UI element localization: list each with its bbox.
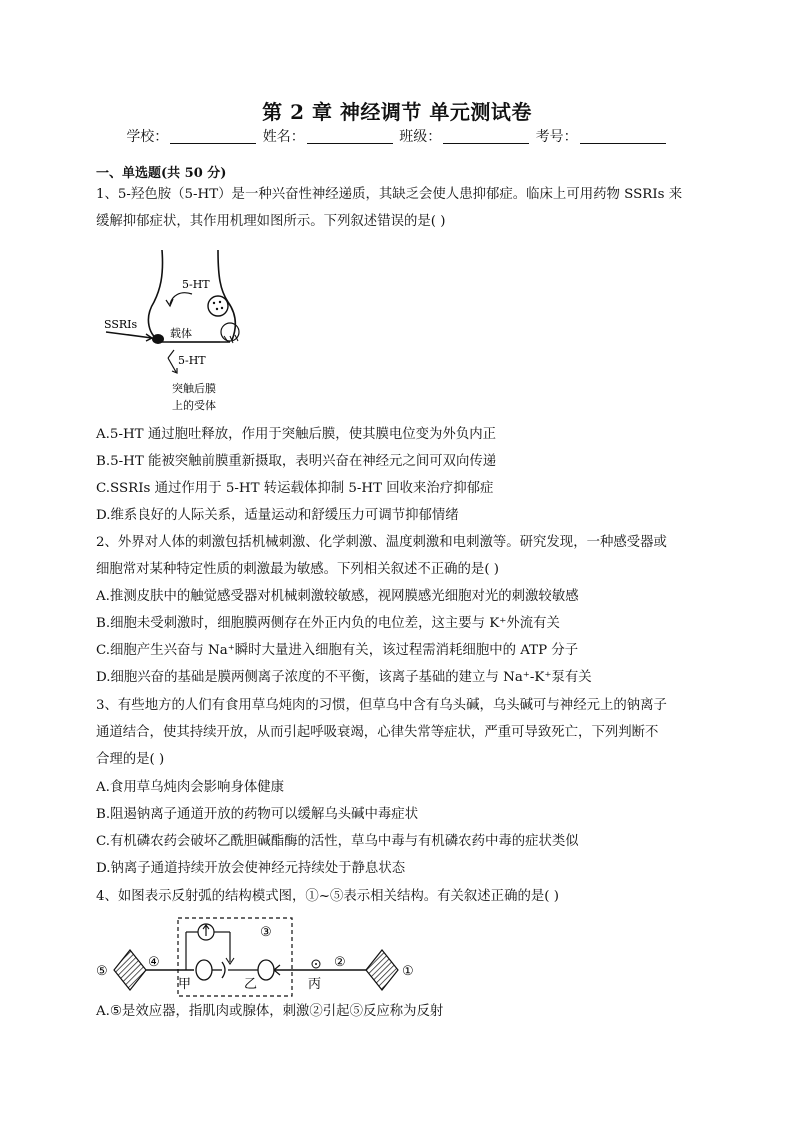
school-label: 学校： <box>126 129 169 145</box>
q3-option-d: D.钠离子通道持续开放会使神经元持续处于静息状态 <box>96 861 406 876</box>
label-carrier: 载体 <box>170 327 192 340</box>
q2-option-b: B.细胞未受刺激时，细胞膜两侧存在外正内负的电位差，这主要与 K⁺外流有关 <box>96 616 560 631</box>
q3-stem-line-3: 合理的是( ) <box>96 752 165 767</box>
label-n5: ⑤ <box>96 964 108 979</box>
label-bing: 丙 <box>308 977 322 992</box>
label-receptor-line2: 上的受体 <box>172 399 216 412</box>
reflex-arc-diagram <box>94 914 424 998</box>
label-5ht-bottom: 5-HT <box>178 354 206 367</box>
label-n4: ④ <box>148 955 160 970</box>
label-ssris: SSRIs <box>104 318 138 331</box>
q1-stem-line-2: 缓解抑郁症状，其作用机理如图所示。下列叙述错误的是( ) <box>96 214 446 229</box>
label-n2: ② <box>334 955 346 970</box>
school-field[interactable] <box>170 129 256 144</box>
label-yi: 乙 <box>244 977 258 992</box>
class-label: 班级： <box>399 129 442 145</box>
q1-option-b: B.5-HT 能被突触前膜重新摄取，表明兴奋在神经元之间可双向传递 <box>96 454 497 469</box>
page-title: 第 2 章 神经调节 单元测试卷 <box>262 100 532 124</box>
label-5ht-top: 5-HT <box>182 278 210 291</box>
q3-stem-line-2: 通道结合，使其持续开放，从而引起呼吸衰竭，心律失常等症状，严重可导致死亡，下列判断不 <box>96 725 659 740</box>
exam-no-field[interactable] <box>580 129 666 144</box>
label-n1: ① <box>402 964 414 979</box>
synapse-diagram <box>100 246 260 418</box>
q3-option-a: A.食用草乌炖肉会影响身体健康 <box>96 780 285 795</box>
q2-stem-line-1: 2、外界对人体的刺激包括机械刺激、化学刺激、温度刺激和电刺激等。研究发现，一种感受器或 <box>96 535 667 550</box>
label-receptor-line1: 突触后膜 <box>172 382 216 395</box>
q1-option-c: C.SSRIs 通过作用于 5-HT 转运载体抑制 5-HT 回收来治疗抑郁症 <box>96 481 494 496</box>
exam-no-label: 考号： <box>535 129 578 145</box>
q2-option-a: A.推测皮肤中的触觉感受器对机械刺激较敏感，视网膜感光细胞对光的刺激较敏感 <box>96 589 579 604</box>
label-jia: 甲 <box>178 977 192 992</box>
q1-option-a: A.5-HT 通过胞吐释放，作用于突触后膜，使其膜电位变为外负内正 <box>96 427 496 442</box>
section-title: 一、单选题(共 50 分) <box>96 166 227 181</box>
class-field[interactable] <box>443 129 529 144</box>
q3-option-b: B.阻遏钠离子通道开放的药物可以缓解乌头碱中毒症状 <box>96 807 419 822</box>
q2-option-c: C.细胞产生兴奋与 Na⁺瞬时大量进入细胞有关，该过程需消耗细胞中的 ATP 分子 <box>96 643 579 658</box>
q1-option-d: D.维系良好的人际关系，适量运动和舒缓压力可调节抑郁情绪 <box>96 508 459 523</box>
name-label: 姓名： <box>262 129 305 145</box>
label-n3: ③ <box>260 925 272 940</box>
name-field[interactable] <box>307 129 393 144</box>
q3-stem-line-1: 3、有些地方的人们有食用草乌炖肉的习惯，但草乌中含有乌头碱，乌头碱可与神经元上的钠离子 <box>96 698 667 713</box>
q1-stem-line-1: 1、5-羟色胺（5-HT）是一种兴奋性神经递质，其缺乏会使人患抑郁症。临床上可用药物 SSRIs 来 <box>96 187 683 202</box>
q4-option-a: A.⑤是效应器，指肌肉或腺体，刺激②引起⑤反应称为反射 <box>96 1004 444 1019</box>
q2-option-d: D.细胞兴奋的基础是膜两侧离子浓度的不平衡，该离子基础的建立与 Na⁺-K⁺泵有关 <box>96 670 592 685</box>
q4-stem-line-1: 4、如图表示反射弧的结构模式图，①~⑤表示相关结构。有关叙述正确的是( ) <box>96 889 559 904</box>
q2-stem-line-2: 细胞常对某种特定性质的刺激最为敏感。下列相关叙述不正确的是( ) <box>96 562 500 577</box>
q3-option-c: C.有机磷农药会破坏乙酰胆碱酯酶的活性，草乌中毒与有机磷农药中毒的症状类似 <box>96 834 579 849</box>
student-info-row <box>0 126 794 146</box>
